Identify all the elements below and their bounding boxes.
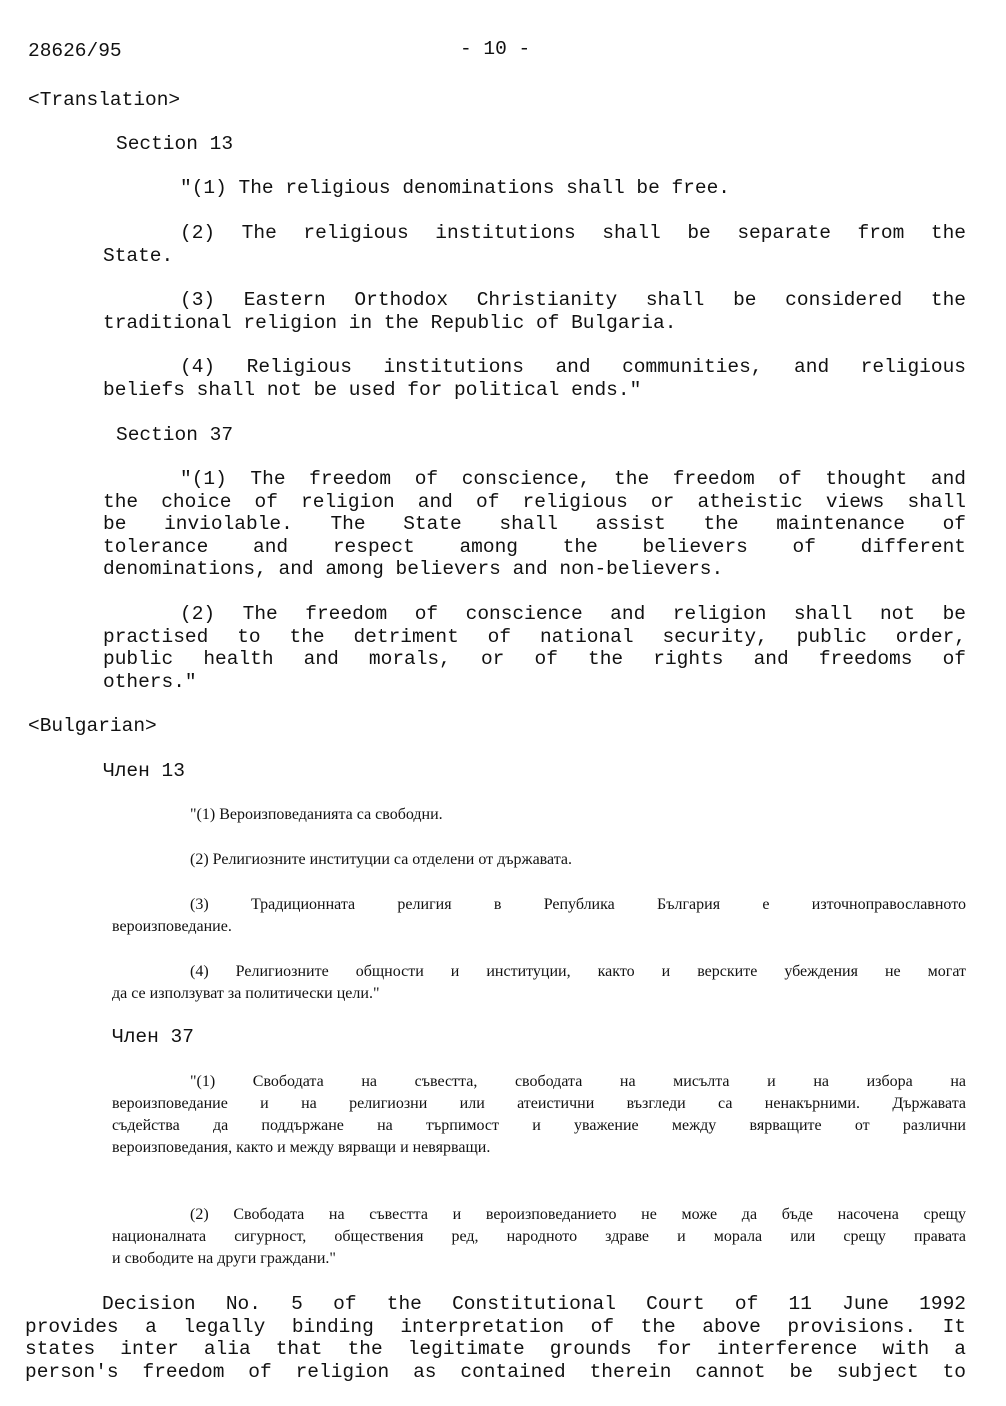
clen-13-paragraph-2 (190, 849, 790, 871)
paragraph-line: person's freedom of religion as contained therein cannot be subject to (25, 1360, 966, 1383)
paragraph-line: "(1) The religious denominations shall be free. (180, 177, 730, 199)
paragraph-line: "(1) The freedom of conscience, the freedom of thought and (180, 468, 966, 490)
paragraph-line: (2) The freedom of conscience and religion shall not be (180, 603, 966, 625)
section-13-paragraph-4 (103, 356, 966, 401)
paragraph-line: "(1) Свободата на съвестта, свободата на мисълта и на избора на (190, 1073, 966, 1090)
paragraph-line: (4) Religious institutions and communities, and religious (180, 356, 966, 378)
paragraph-line: (2) The religious institutions shall be separate from the (180, 222, 966, 244)
paragraph-line: (3) Традиционната религия в Република България е източноправославното (190, 896, 966, 913)
paragraph-line: others." (103, 670, 197, 693)
paragraph-line: tolerance and respect among the believers of different (103, 535, 966, 558)
paragraph-line: вероизповедания, както и между вярващи и невярващи. (112, 1139, 491, 1156)
paragraph-line: вероизповедание. (112, 918, 232, 935)
case-reference: 28626/95 (28, 40, 122, 62)
paragraph-line: (2) Свободата на съвестта и вероизповеданието не може да бъде насочена срещу (190, 1206, 966, 1223)
paragraph-line: traditional religion in the Republic of Bulgaria. (103, 311, 677, 334)
clen-13-paragraph-3 (112, 894, 966, 938)
paragraph-line: practised to the detriment of national security, public order, (103, 625, 966, 648)
page-number: - 10 - (460, 38, 531, 60)
section-13-paragraph-3 (103, 289, 966, 334)
paragraph-line: provides a legally binding interpretation of the above provisions. It (25, 1315, 966, 1338)
bulgarian-label: <Bulgarian> (28, 715, 157, 737)
section-37-title: Section 37 (116, 424, 234, 446)
section-13-paragraph-2 (103, 222, 966, 267)
translation-label: <Translation> (28, 89, 181, 111)
paragraph-line: националната сигурност, обществения ред, народното здраве и морала или срещу правата (112, 1228, 966, 1245)
paragraph-line: съдейства да поддържане на търпимост и уважение между вярващите от различни (112, 1117, 966, 1134)
section-13-title: Section 13 (116, 133, 234, 155)
clen-37-paragraph-1 (112, 1071, 966, 1159)
paragraph-line: public health and morals, or of the rights and freedoms of (103, 648, 966, 671)
paragraph-line: вероизповедание и на религиозни или атеистични възгледи са ненакърними. Държавата (112, 1095, 966, 1112)
section-37-paragraph-1 (103, 468, 966, 581)
clen-37-paragraph-2 (112, 1204, 966, 1270)
paragraph-line: (2) Религиозните институции са отделени от държавата. (190, 851, 572, 868)
paragraph-line: beliefs shall not be used for political ends." (103, 378, 642, 401)
paragraph-line: "(1) Вероизповеданията са свободни. (190, 806, 443, 823)
section-13-paragraph-1 (180, 177, 820, 200)
paragraph-line: Decision No. 5 of the Constitutional Court of 11 June 1992 (102, 1293, 966, 1315)
paragraph-line: the choice of religion and of religious or atheistic views shall (103, 490, 966, 513)
paragraph-line: и свободите на други граждани." (112, 1250, 336, 1267)
paragraph-line: be inviolable. The State shall assist the maintenance of (103, 513, 966, 536)
paragraph-line: да се използуват за политически цели." (112, 985, 380, 1002)
decision-paragraph (25, 1293, 966, 1383)
section-37-paragraph-2 (103, 603, 966, 693)
clen-13-paragraph-4 (112, 961, 966, 1005)
paragraph-line: (4) Религиозните общности и институции, както и верските убеждения не могат (190, 963, 966, 980)
clen-13-title: Член 13 (103, 760, 185, 782)
paragraph-line: denominations, and among believers and non-believers. (103, 558, 724, 581)
paragraph-line: (3) Eastern Orthodox Christianity shall be considered the (180, 289, 966, 311)
paragraph-line: State. (103, 244, 174, 267)
paragraph-line: states inter alia that the legitimate grounds for interference with a (25, 1338, 966, 1361)
clen-13-paragraph-1 (190, 804, 590, 826)
clen-37-title: Член 37 (112, 1026, 194, 1048)
